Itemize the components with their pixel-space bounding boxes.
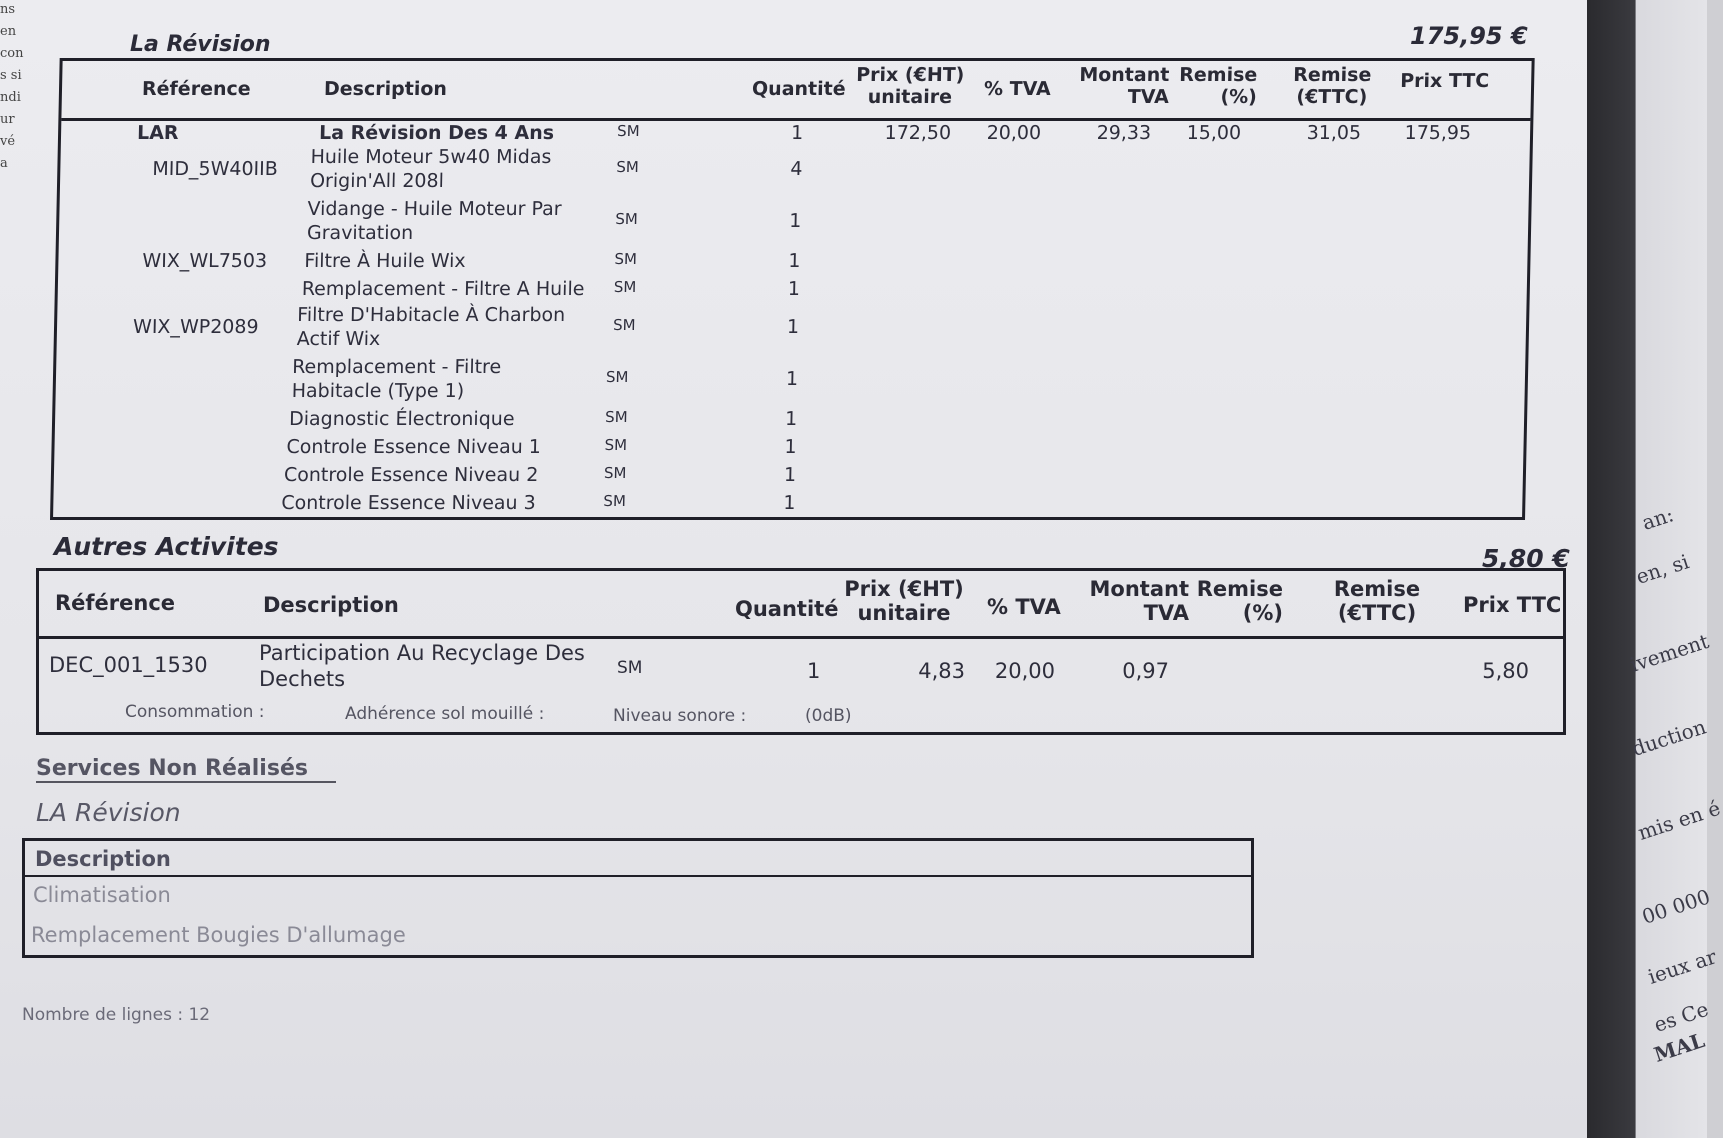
header-vat-amount: Montant TVA xyxy=(1079,64,1170,108)
row-description-line2: Origin'All 208l xyxy=(309,170,445,192)
edge-text: 00 000 xyxy=(1639,884,1713,929)
edge-text: an: xyxy=(1639,502,1677,535)
header-price-ttc: Prix TTC xyxy=(1399,70,1490,92)
header-description: Description xyxy=(323,78,448,100)
revision-table xyxy=(50,58,1535,520)
row-description-line2: Habitacle (Type 1) xyxy=(291,380,465,402)
row-unit: SM xyxy=(616,122,640,140)
row-vat-amount: 29,33 xyxy=(1096,122,1152,144)
row-description: Remplacement - Filtre xyxy=(291,356,502,378)
row-description-line2: Actif Wix xyxy=(296,328,381,350)
edge-text: con xyxy=(0,46,24,61)
row-description-line2: Dechets xyxy=(259,667,346,691)
header-description: Description xyxy=(35,847,171,871)
row-unit: SM xyxy=(616,158,640,176)
row-unit: SM xyxy=(604,436,628,454)
row-reference: MID_5W40IIB xyxy=(152,158,279,180)
row-unit: SM xyxy=(615,210,638,228)
row-discount-ttc: 31,05 xyxy=(1306,122,1362,144)
row-description: Diagnostic Électronique xyxy=(288,408,515,430)
header-discount-ttc: Remise (€TTC) xyxy=(1293,64,1372,108)
header-discount-pct: Remise (%) xyxy=(1179,64,1258,108)
row-unit: SM xyxy=(605,368,629,386)
row-quantity: 1 xyxy=(787,278,801,300)
header-reference: Référence xyxy=(55,591,176,615)
row-quantity: 1 xyxy=(788,250,801,272)
wet-grip-label: Adhérence sol mouillé : xyxy=(345,704,545,724)
row-quantity: 1 xyxy=(784,436,797,458)
row-unit-price: 172,50 xyxy=(884,122,952,144)
row-reference: LAR xyxy=(136,122,179,144)
header-quantity: Quantité xyxy=(735,597,839,621)
row-quantity: 1 xyxy=(807,659,821,683)
row-quantity: 4 xyxy=(790,158,803,180)
row-vat-amount: 0,97 xyxy=(1122,659,1169,683)
edge-text: a xyxy=(0,156,8,171)
edge-text: ns xyxy=(0,2,16,17)
edge-text: duction xyxy=(1629,714,1709,761)
edge-text: ndi xyxy=(0,90,21,105)
row-reference: WIX_WP2089 xyxy=(132,316,259,338)
header-discount-ttc: Remise (€TTC) xyxy=(1333,577,1421,626)
row-price-ttc: 5,80 xyxy=(1482,659,1529,683)
services-title: Services Non Réalisés xyxy=(36,756,336,783)
edge-text: ivement xyxy=(1627,628,1712,677)
edge-text: mis en é xyxy=(1635,795,1723,845)
underlying-sheet xyxy=(1587,0,1723,1138)
edge-text: s si xyxy=(0,68,22,83)
row-unit: SM xyxy=(613,278,637,296)
line-count: Nombre de lignes : 12 xyxy=(22,1005,211,1025)
autres-total: 5,80 € xyxy=(1482,544,1570,573)
row-description: Controle Essence Niveau 3 xyxy=(281,492,536,514)
row-price-ttc: 175,95 xyxy=(1404,122,1472,144)
edge-text: ur xyxy=(0,112,15,127)
row-quantity: 1 xyxy=(783,492,796,514)
row-quantity: 1 xyxy=(789,210,802,232)
header-vat-rate: % TVA xyxy=(987,595,1061,619)
row-description: Controle Essence Niveau 1 xyxy=(286,436,542,458)
consumption-label: Consommation : xyxy=(125,702,265,722)
autres-table xyxy=(36,568,1566,735)
edge-text: vé xyxy=(0,134,16,149)
row-unit: SM xyxy=(603,492,627,510)
edge-text: en xyxy=(0,24,17,39)
row-description: Participation Au Recyclage Des xyxy=(259,641,585,665)
edge-text: MAL xyxy=(1651,1028,1708,1067)
row-quantity: 1 xyxy=(784,408,798,430)
row-quantity: 1 xyxy=(790,122,804,144)
edge-text: es Ce xyxy=(1651,996,1712,1037)
row-description: Filtre D'Habitacle À Charbon xyxy=(297,304,566,326)
row-quantity: 1 xyxy=(785,368,799,390)
row-unit: SM xyxy=(603,464,627,482)
row-quantity: 1 xyxy=(786,316,800,338)
header-unit-price: Prix (€HT) unitaire xyxy=(844,577,964,626)
edge-text: en, si xyxy=(1633,549,1692,589)
table-header xyxy=(25,841,1251,877)
list-item: Remplacement Bougies D'allumage xyxy=(31,923,406,947)
row-discount-pct: 15,00 xyxy=(1186,122,1242,144)
row-description: Huile Moteur 5w40 Midas xyxy=(310,146,552,168)
row-unit: SM xyxy=(617,658,643,678)
noise-level-label: Niveau sonore : xyxy=(613,706,747,726)
row-unit-price: 4,83 xyxy=(918,659,965,683)
table-header xyxy=(61,61,1531,121)
row-reference: WIX_WL7503 xyxy=(142,250,268,272)
row-description: Controle Essence Niveau 2 xyxy=(283,464,539,486)
header-reference: Référence xyxy=(141,78,251,100)
row-vat-rate: 20,00 xyxy=(986,122,1042,144)
header-discount-pct: Remise (%) xyxy=(1196,577,1283,626)
services-table xyxy=(22,838,1254,958)
revision-total: 175,95 € xyxy=(1410,22,1528,50)
table-header xyxy=(39,571,1563,639)
noise-level-value: (0dB) xyxy=(805,706,852,726)
header-unit-price: Prix (€HT) unitaire xyxy=(856,64,965,108)
services-subtitle: LA Révision xyxy=(36,798,181,827)
header-price-ttc: Prix TTC xyxy=(1463,593,1562,617)
revision-title: La Révision xyxy=(130,32,271,57)
row-quantity: 1 xyxy=(783,464,797,486)
row-description-line2: Gravitation xyxy=(306,222,414,244)
list-item: Climatisation xyxy=(33,883,171,907)
row-unit: SM xyxy=(612,316,636,334)
row-description: Vidange - Huile Moteur Par xyxy=(307,198,562,220)
row-vat-rate: 20,00 xyxy=(994,659,1055,683)
row-reference: DEC_001_1530 xyxy=(49,653,208,677)
row-description: Remplacement - Filtre A Huile xyxy=(301,278,585,300)
row-description: Filtre À Huile Wix xyxy=(304,250,466,272)
edge-text: ieux ar xyxy=(1645,944,1720,989)
row-unit: SM xyxy=(614,250,638,268)
row-description: La Révision Des 4 Ans xyxy=(318,122,555,144)
header-description: Description xyxy=(263,593,399,617)
header-quantity: Quantité xyxy=(751,78,846,100)
row-unit: SM xyxy=(604,408,628,426)
header-vat-rate: % TVA xyxy=(983,78,1051,100)
header-vat-amount: Montant TVA xyxy=(1089,577,1189,626)
autres-title: Autres Activites xyxy=(54,532,279,561)
